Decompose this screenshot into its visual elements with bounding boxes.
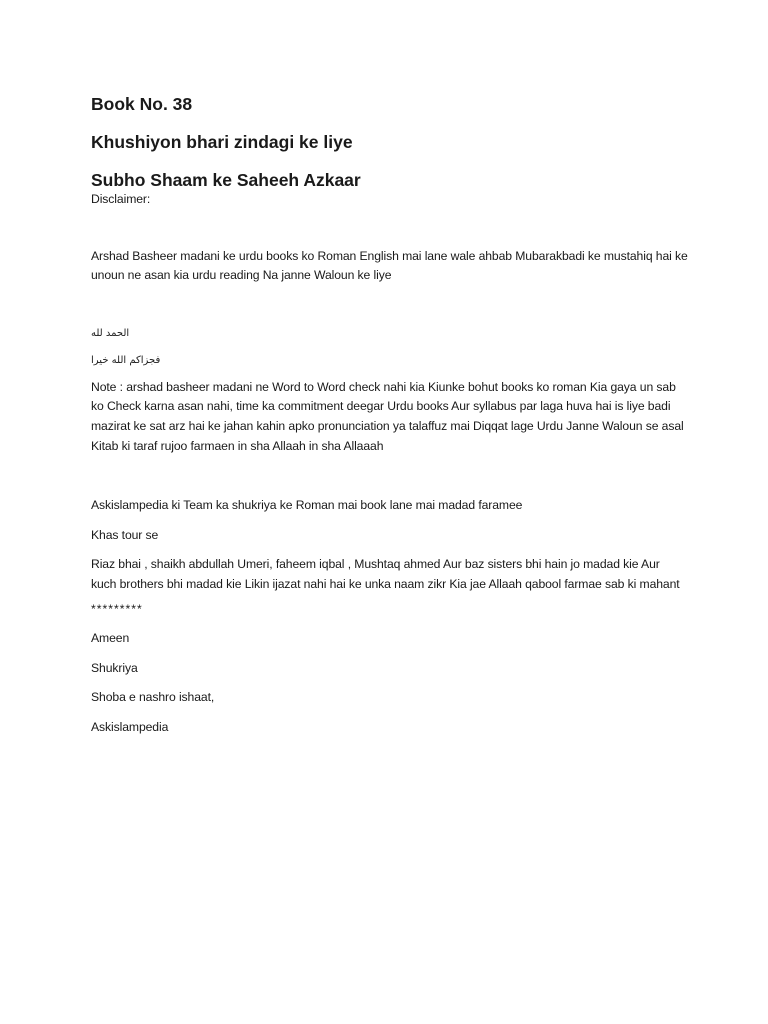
organization-line: Askislampedia: [91, 719, 169, 734]
book-number-heading: Book No. 38: [91, 94, 193, 114]
department-line: Shoba e nashro ishaat,: [91, 690, 215, 705]
khas-tour-line: Khas tour se: [91, 527, 159, 542]
intro-paragraph: Arshad Basheer madani ke urdu books ko Roman English mai lane wale ahbab Mubarakbadi ke mustahiq hai ke unoun ne asan kia urdu reading Na janne Waloun ke liye: [91, 248, 688, 283]
arabic-alhamdulillah: الحمد لله: [91, 327, 130, 339]
title-line-2: Subho Shaam ke Saheeh Azkaar: [91, 170, 361, 190]
team-thanks-paragraph: Askislampedia ki Team ka shukriya ke Roman mai book lane mai madad faramee: [91, 498, 523, 513]
shukriya-line: Shukriya: [91, 660, 138, 675]
title-line-1: Khushiyon bhari zindagi ke liye: [91, 132, 353, 152]
contributors-paragraph: Riaz bhai , shaikh abdullah Umeri, faheem iqbal , Mushtaq ahmed Aur baz sisters bhi hain jo madad kie Aur kuch brothers bhi madad kie Likin ijazat nahi hai ke unka naam zikr Kia jae Allaah qabool farmae sab ki mahant: [91, 557, 680, 591]
note-paragraph: Note : arshad basheer madani ne Word to Word check nahi kia Kiunke bohut books ko roman Kia gaya un sab ko Check karna asan nahi, time ka commitment deegar Urdu books Aur syllabus par laga huva hai is liye badi mazirat ke sat arz hai ke jahan kahin apko pronunciation ya talaffuz mai Diqqat lage Urdu Janne Waloun se asal Kitab ki taraf rujoo farmaen in sha Allaah in sha Allaaah: [91, 379, 684, 453]
disclaimer-label: Disclaimer:: [91, 192, 151, 206]
ameen-line: Ameen: [91, 631, 130, 646]
separator-stars: *********: [91, 601, 143, 616]
arabic-jazakallah: فجزاكم الله خيرا: [91, 354, 161, 366]
